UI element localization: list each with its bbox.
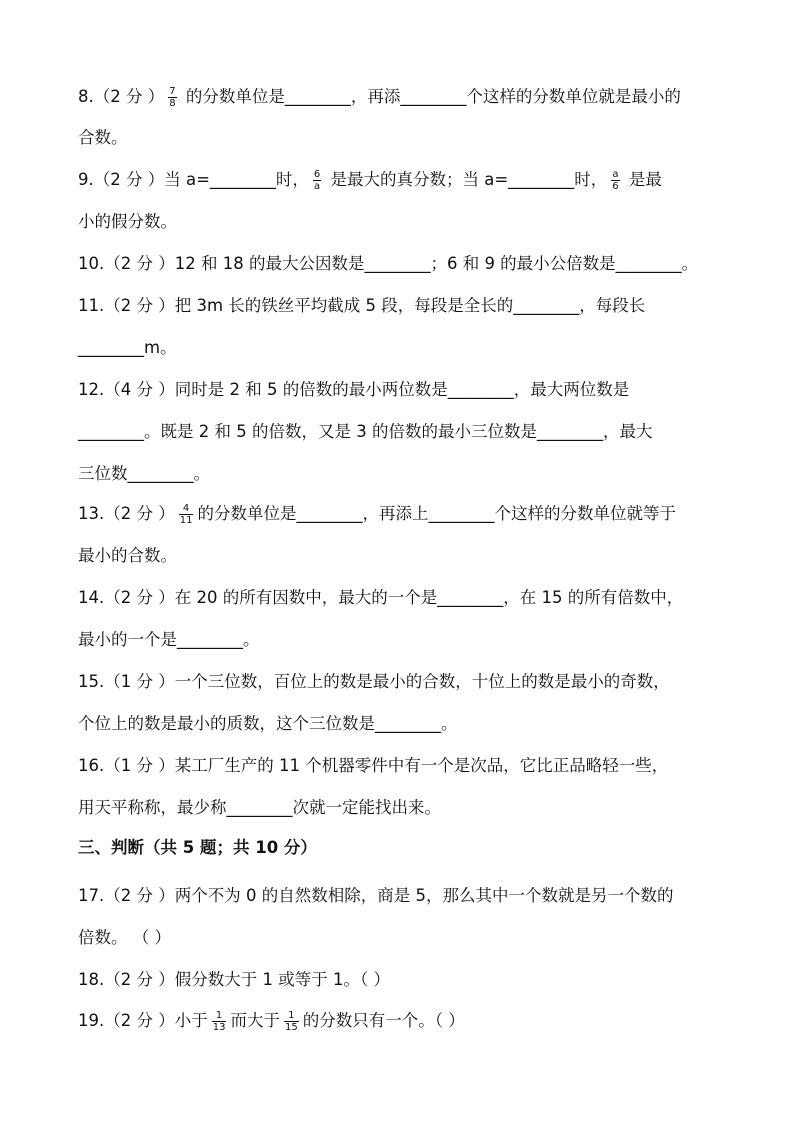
question-9-line-2: 小的假分数。 — [78, 212, 177, 231]
question-8-prefix: 8.（2 分 ） — [78, 87, 165, 106]
question-12-line-2: ________。既是 2 和 5 的倍数，又是 3 的倍数的最小三位数是________，最大 — [78, 422, 653, 441]
question-19-line-1: 19.（2 分 ）小于 $\frac{1}{13}$ 而大于 $\frac{1}{15}$ 的分数只有一个。（ ） — [78, 1010, 465, 1033]
fraction-6-a: $\frac{6}{a}$ — [313, 169, 321, 192]
question-16-line-2: 用天平称称，最少称________次就一定能找出来。 — [78, 798, 441, 817]
fraction-4-11: $\frac{4}{11}$ — [179, 503, 193, 526]
fraction-a-6: $\frac{a}{6}$ — [612, 169, 619, 192]
fraction-1-15: $\frac{1}{15}$ — [284, 1010, 298, 1033]
question-15-line-1: 15.（1 分 ）一个三位数，百位上的数是最小的合数，十位上的数是最小的奇数， — [78, 672, 670, 691]
question-14-line-2: 最小的一个是________。 — [78, 630, 260, 649]
question-14-line-1: 14.（2 分 ）在 20 的所有因数中，最大的一个是________，在 15 的所有倍数中， — [78, 588, 684, 607]
question-11-line-2: ________m。 — [78, 338, 177, 357]
question-13-line-1: 13.（2 分 ） $\frac{4}{11}$ 的分数单位是________，再添上________个这样的分数单位就等于 — [78, 503, 676, 526]
fraction-7-8: $\frac{7}{8}$ — [169, 86, 176, 109]
question-16-line-1: 16.（1 分 ）某工厂生产的 11 个机器零件中有一个是次品，它比正品略轻一些， — [78, 756, 669, 775]
fraction-1-13: $\frac{1}{13}$ — [212, 1010, 226, 1033]
question-12-line-1: 12.（4 分 ）同时是 2 和 5 的倍数的最小两位数是________，最大两位数是 — [78, 380, 630, 399]
section-heading-judgment: 三、判断（共 5 题；共 10 分） — [78, 838, 317, 857]
question-12-line-3: 三位数________。 — [78, 464, 210, 483]
question-11-line-1: 11.（2 分 ）把 3m 长的铁丝平均截成 5 段，每段是全长的________，每段长 — [78, 296, 646, 315]
question-17-line-2: 倍数。 （ ） — [78, 928, 171, 947]
question-9-line-1: 9.（2 分 ）当 a=________时， $\frac{6}{a}$ 是最大的真分数；当 a=________时， $\frac{a}{6}$ 是最 — [78, 169, 662, 192]
question-15-line-2: 个位上的数是最小的质数，这个三位数是________。 — [78, 714, 458, 733]
question-8-line-1 — [78, 86, 728, 109]
question-13-line-2: 最小的合数。 — [78, 546, 177, 565]
question-17-line-1: 17.（2 分 ）两个不为 0 的自然数相除，商是 5，那么其中一个数就是另一个数的 — [78, 886, 674, 905]
question-10-line-1: 10.（2 分 ）12 和 18 的最大公因数是________；6 和 9 的最小公倍数是________。 — [78, 254, 699, 273]
question-8-text: 的分数单位是________，再添________个这样的分数单位就是最小的 — [180, 87, 681, 106]
question-8-line-2: 合数。 — [78, 128, 128, 147]
question-18-line-1: 18.（2 分 ）假分数大于 1 或等于 1。（ ） — [78, 970, 390, 989]
